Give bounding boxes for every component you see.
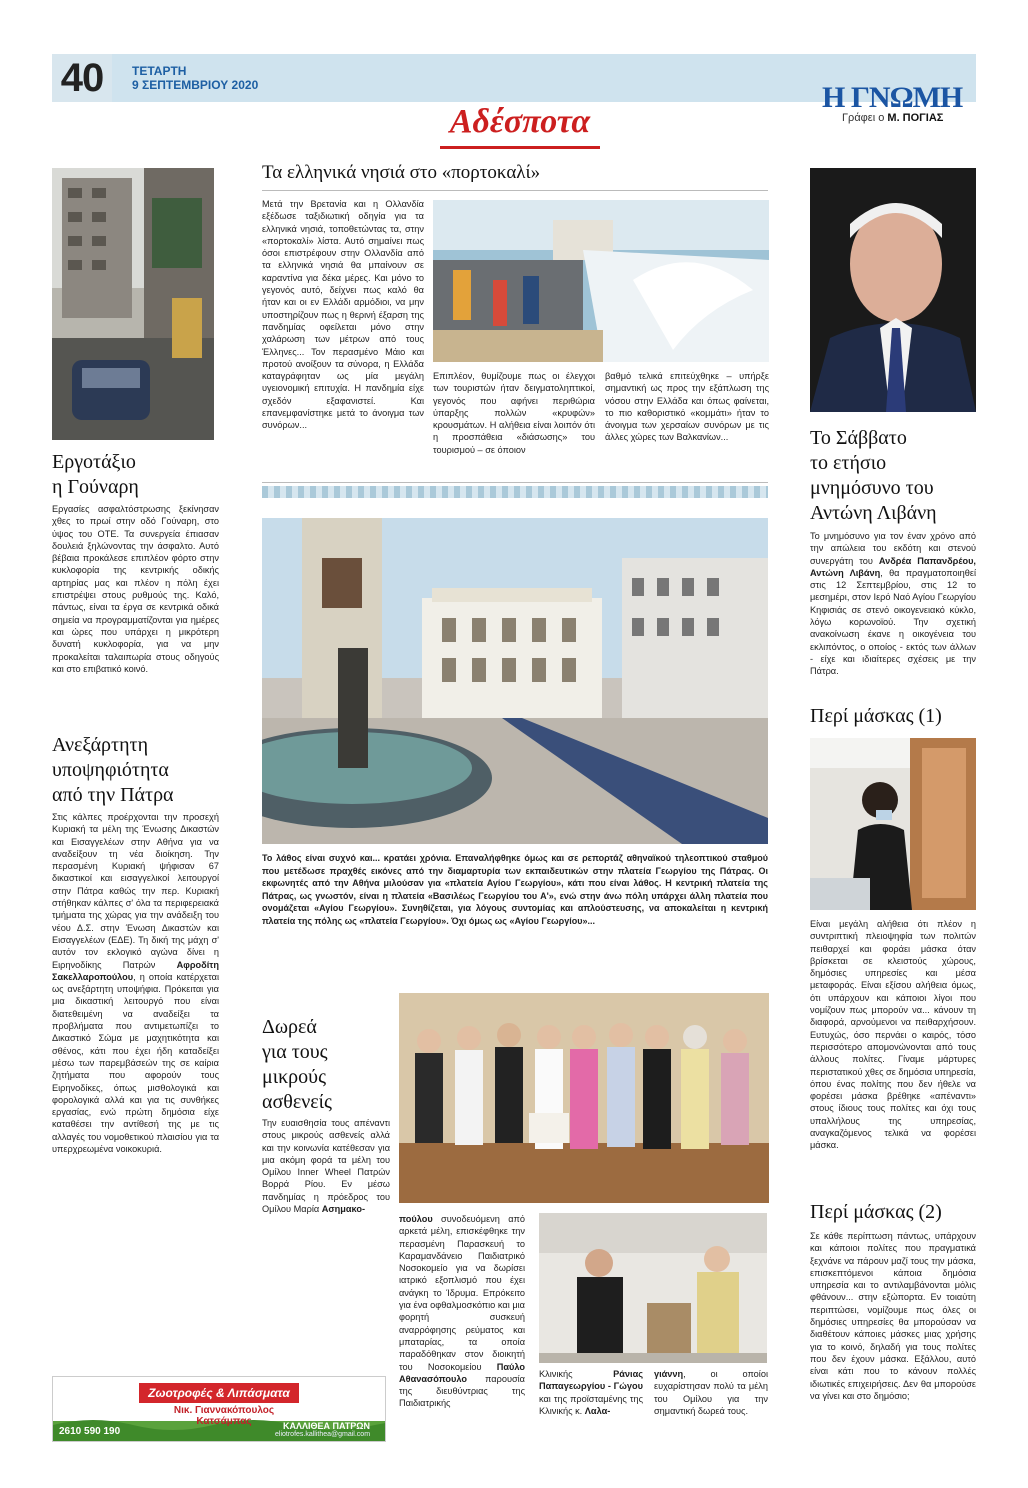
street-works-photo bbox=[52, 168, 214, 440]
article-1-body: Εργασίες ασφαλτόστρωσης ξεκίνησαν χθες το πρωί στην οδό Γούναρη, στο ύψος του ΟΤΕ. Τα συνεργεία έπιασαν δουλειά ξηλώνοντας την άσφαλτο. Αυτό βέβαια προκάλεσε επιπλέον φόρτο στην κυκλοφορία της κεντρικής οδικής αρτηρίας μας και πλέον η πόλη έχει επιστρέψει στους ρυθμούς της. Καλό, πάντως, είναι τα έργα σε κεντρικά οδικά σημεία να προγραμματίζονται για ημέρες και ώρες που υπάρχει η μικρότερη δυνατή κυκλοφορία, για να μην προκαλείται ταλαιπωρία στους οδηγούς και στο επιβατικό κοινό. bbox=[52, 504, 219, 674]
article-3-body-col3: βαθμό τελικά επιτεύχθηκε – υπήρξε σημαντική ως προς την εξάπλωση της νόσου στην Ελλάδα και όπως φαίνεται, το πιο καθοριστικό «κομμάτι» ήταν το άνοιγμα των χερσαίων συνόρων με τις άλλες χώρες των Βαλκανίων... bbox=[605, 371, 769, 443]
article-7-body: Σε κάθε περίπτωση πάντως, υπάρχουν και κάποιοι πολίτες που πραγματικά ξεχνάνε να πάρουν μαζί τους την μάσκα, επισκεπτόμενοι κάποια δημόσια υπηρεσία και το αντιλαμβάνονται μόλις φθάνουν... στην εξώπορτα. Εν τοιαύτη περιπτώσει, νομίζουμε πως όλες οι δημόσιες υπηρεσίες θα μπορούσαν να διαθέτουν κάποιες μάσκες μιας χρήσης για το κοινό, δηλαδή για τους πολίτες που δεν έχουν μάσκα. Εξάλλου, αυτό είναι κάτι που το κάνουν πολλές ιδιωτικές επιχειρήσεις. Δεν θα μπορούσε να γίνει και στο δημόσιο; bbox=[810, 1231, 976, 1401]
article-4-body-col1: Την ευαισθησία τους απέναντι στους μικρούς ασθενείς αλλά και την κοινωνία κατέθεσαν για μια ακόμη φορά τα μέλη του Ομίλου Inner Wheel Πατρών Βορρά Ρίου. Εν μέσω πανδημίας η πρόεδρος του Ομίλου Μαρία Ασημακο- bbox=[262, 1118, 390, 1215]
section-underline bbox=[440, 146, 600, 149]
ad-area: ΚΑΛΛΙΘΕΑ ΠΑΤΡΩΝ bbox=[283, 1421, 370, 1431]
issue-day: ΤΕΤΑΡΤΗ bbox=[132, 64, 187, 78]
article-5-title: Το Σάββατο το ετήσιο μνημόσυνο του Αντώνη Λιβάνη bbox=[810, 427, 937, 524]
article-2-title: Ανεξάρτητη υποψηφιότητα από την Πάτρα bbox=[52, 734, 174, 806]
article-6-body: Είναι μεγάλη αλήθεια ότι πλέον η συντριπτική πλειοψηφία των πολιτών πειθαρχεί και φοράει μάσκα όταν βρίσκεται σε κλειστούς χώρους, δημόσιες υπηρεσίες και μέσα μεταφοράς. Είναι εξίσου αλήθεια όμως, ότι υπάρχουν και κάποιοι λίγοι που νομίζουν πως μπορούν να... κάνουν τη διαφορά, αρνούμενοι να πειθαρχήσουν. Ευτυχώς, όσο περνάει ο καιρός, τόσο περισσότερο απομονώνονται από τους άλλους πολίτες. Γίναμε μάρτυρες περιστατικού χθες σε δημόσια υπηρεσία, όπου ένας πολίτης που δεν ήθελε να φορέσει μάσκα βρέθηκε «απέναντι» στους ίδιους τους πολίτες και όχι τους υπαλλήλους της υπηρεσίας, αναγκαζόμενος τελικά να φορέσει μάσκα. bbox=[810, 919, 976, 1151]
divider bbox=[262, 482, 768, 483]
square-photo bbox=[262, 518, 768, 844]
mask-office-photo bbox=[810, 738, 976, 910]
byline-author: Μ. ΠΟΓΙΑΣ bbox=[887, 112, 944, 124]
article-2-body: Στις κάλπες προέρχονται την προσεχή Κυριακή τα μέλη της Ένωσης Δικαστών και Εισαγγελέων στην Αθήνα για να αναδείξουν τη νέα διοίκηση. Την περασμένη Κυριακή ψήφισαν 67 δικαστικοί και εισαγγελικοί λειτουργοί στην Πάτρα καθώς την περ. Κυριακή στήθηκαν κάλπες σ' όλα τα περιφερειακά τμήματα της χώρας για την ανάδειξη του νέου Δ.Σ. στην Ένωση Δικαστών και Εισαγγελέων (ΕΔΕ). Τη δική της μάχη σ' αυτόν τον εκλογικό αγώνα δίνει η Ειρηνοδίκης Πατρών Αφροδίτη Σακελλαροπούλου, η οποία κατέρχεται ως ανεξάρτητη υποψήφια. Πρόκειται για μια δικαστική λειτουργό που είναι διατεθειμένη να αναδείξει τα προβλήματα που αντιμετωπίζει το Δικαστικό Σώμα με μαχητικότητα και σθένος, κάτι που έχει ήδη καταδείξει μέσω των παρεμβάσεών της σε καίρια ζητήματα που αφορούν τους Ειρηνοδίκες, όπως μισθολογικά και φορολογικά αλλά και για τις συνθήκες εργασίας, ενώ πρώτη δημόσια είχε καταθέσει την αντίθεσή της με τις αλλαγές του νομοθετικού πλαισίου για τα υπερχρεωμένα νοικοκυριά. bbox=[52, 812, 219, 1155]
article-4-body-col3: Κλινικής Ράνιας Παπαγεωργίου - Γώγου και της προϊσταμένης της Κλινικής κ. Λαλα- bbox=[539, 1369, 643, 1416]
article-6-title: Περί μάσκας (1) bbox=[810, 705, 942, 727]
article-4-body-col2: πούλου συνοδευόμενη από αρκετά μέλη, επισκέφθηκε την περασμένη Παρασκευή το Καραμανδάνειο Παιδιατρικό Νοσοκομείο για να δωρίσει ιατρικό εξοπλισμό που έχει ανάγκη το Ίδρυμα. Επρόκειτο για ένα οφθαλμοσκόπιο και μια φορητή συσκευή αναρρόφησης ρεύματος και μπαταρίας, τα οποία παραδόθηκαν στον διοικητή του Νοσοκομείου Παύλο Αθανασόπουλο παρουσία της διευθύντριας της Παιδιατρικής bbox=[399, 1214, 525, 1409]
article-1-title: Εργοτάξιο η Γούναρη bbox=[52, 451, 139, 498]
page-number: 40 bbox=[52, 54, 112, 102]
byline-prefix: Γράφει ο bbox=[842, 112, 885, 124]
issue-date: 9 ΣΕΠΤΕΜΒΡΙΟΥ 2020 bbox=[132, 78, 259, 92]
livanis-portrait bbox=[810, 168, 976, 412]
article-7-title: Περί μάσκας (2) bbox=[810, 1201, 942, 1223]
ad-sign: Ζωοτροφές & Λιπάσματα bbox=[139, 1383, 299, 1403]
advertisement[interactable] bbox=[52, 1376, 386, 1442]
islands-photo bbox=[433, 200, 769, 362]
article-3-body-col1: Μετά την Βρετανία και η Ολλανδία εξέδωσε ταξιδιωτική οδηγία για τα ελληνικά νησιά, τοποθετώντας τα, στην «πορτοκαλί» λίστα. Αυτό σημαίνει πως όσοι επιστρέφουν στην Ολλανδία από τα ελληνικά νησιά θα μπαίνουν σε καραντίνα για δέκα μέρες. Και μόνο το γεγονός αυτό, δείχνει πως καλό θα ήταν και οι εν Ελλάδι αρμόδιοι, να μην υποστηρίζουν πως η θερινή έξαρση της πανδημίας οφείλεται μόνο στην χαλάρωση των μέτρων από τους Έλληνες... Τον περασμένο Μάιο και προτού ανοίξουν τα σύνορα, η Ελλάδα καταγράφηταν ως μία μεγάλη υγειονομική επιτυχία. Η πανδημία είχε σχεδόν εξαφανιστεί. Και επανεμφανίστηκε μετά το άνοιγμα των συνόρων... bbox=[262, 199, 424, 431]
byline bbox=[842, 112, 943, 125]
article-4-body-col4: γιάννη, οι οποίοι ευχαρίστησαν πολύ τα μέλη του Ομίλου για την σημαντική δωρεά τους. bbox=[654, 1369, 768, 1416]
square-photo-caption: Το λάθος είναι συχνό και... κρατάει χρόνια. Επαναλήφθηκε όμως και σε ρεπορτάζ αθηναϊκού τηλεοπτικού σταθμού που μετέδωσε πραχθές εικόνες από την διαμαρτυρία των εκπαιδευτικών στην πλατεία Γεωργίου της Πάτρας. Οι εκφωνητές από την Αθήνα μιλούσαν για «πλατεία Αγίου Γεωργίου», κάτι που είναι λάθος. Η κεντρική πλατεία της Πάτρας, ως γνωστόν, είναι η πλατεία «Βασιλέως Γεωργίου του Α'», ενώ στην άνω πόλη υπάρχει άλλη πλατεία που ονομάζεται «Αγίου Γεωργίου». Συνηθίζεται, για λόγους συντομίας και απλούστευσης, να αποκαλείται η κεντρική πλατεία της πόλης ως «πλατεία Γεωργίου». Όχι όμως ως «Αγίου Γεωργίου»... bbox=[262, 853, 768, 926]
article-3-title: Τα ελληνικά νησιά στο «πορτοκαλί» bbox=[262, 162, 541, 183]
newspaper-logo: Η ΓΝΩΜΗ bbox=[822, 81, 963, 114]
decorative-stripe bbox=[262, 486, 768, 498]
donation-hospital-photo bbox=[539, 1213, 767, 1363]
ad-phone: 2610 590 190 bbox=[59, 1426, 121, 1437]
ad-owner: Νικ. Γιαννακόπουλος Κατσάμπας bbox=[173, 1405, 275, 1427]
donation-group-photo bbox=[399, 993, 769, 1203]
divider bbox=[262, 190, 768, 191]
ad-email: eliotrofes.kallithea@gmail.com bbox=[275, 1431, 371, 1438]
article-5-body: Το μνημόσυνο για τον έναν χρόνο από την απώλεια του εκδότη και στενού συνεργάτη του Ανδρέα Παπανδρέου, Αντώνη Λιβάνη, θα πραγματοποιηθεί στις 12 Σεπτεμβρίου, στις 12 το μεσημέρι, στον Ιερό Ναό Αγίου Γεωργίου Κηφισιάς σε στενό οικογενειακό κύκλο, λόγω κορωνοϊού. Την σχετική ανακοίνωση έκανε η οικογένεια του εκλιπόντος, ο οποίος - εκτός των άλλων - είχε και ιδιαίτερες σχέσεις με την Πάτρα. bbox=[810, 531, 976, 677]
article-4-title: Δωρεά για τους μικρούς ασθενείς bbox=[262, 1016, 332, 1113]
article-3-body-col2: Επιπλέον, θυμίζουμε πως οι έλεγχοι των τουριστών ήταν δειγματοληπτικοί, γεγονός που αφήνει περιθώρια ύπαρξης πολλών «κρυφών» κρουσμάτων. Η αλήθεια είναι λοιπόν ότι η προσπάθεια «διάσωσης» του τουρισμού – σε όποιον bbox=[433, 371, 595, 455]
section-title: Αδέσποτα bbox=[449, 103, 591, 140]
